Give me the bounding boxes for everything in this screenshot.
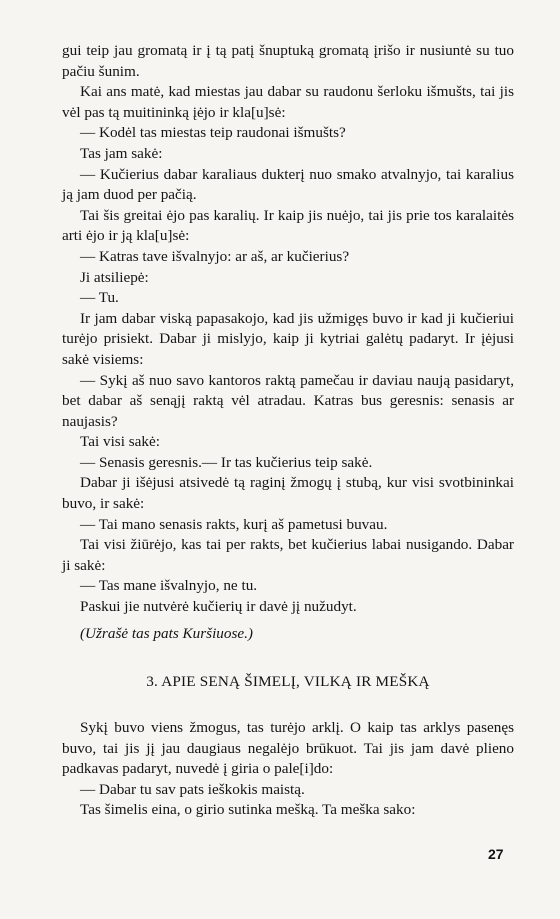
paragraph: Tas šimelis eina, o girio sutinka mešką. Ta meška sako: bbox=[80, 801, 416, 819]
dialogue-line: — Dabar tu sav pats ieškokis maistą. bbox=[80, 780, 305, 798]
paragraph: Tas jam sakė: bbox=[80, 144, 163, 162]
dialogue-line: — Tu. bbox=[80, 289, 119, 307]
source-note: (Užrašė tas pats Kuršiuose.) bbox=[80, 624, 253, 642]
paragraph: Tai šis greitai ėjo pas karalių. Ir kaip jis nuėjo, tai jis prie tos karalaitės arti ėjo ir ją kla[u]sė: bbox=[62, 206, 514, 245]
dialogue-line: — Senasis geresnis.— Ir tas kučierius teip sakė. bbox=[80, 453, 373, 471]
paragraph: gui teip jau gromatą ir į tą patį šnuptuką gromatą įrišo ir nusiuntė su tuo pačiu šunim. bbox=[62, 42, 514, 80]
paragraph: Dabar ji išėjusi atsivedė tą raginį žmogų į stubą, kur visi svotbininkai buvo, ir sakė: bbox=[62, 474, 514, 513]
dialogue-line: — Kučierius dabar karaliaus dukterį nuo smako atvalnyjo, tai karalius ją jam duod per pačią. bbox=[62, 165, 514, 204]
dialogue-line: — Kodėl tas miestas teip raudonai išmušts? bbox=[80, 124, 346, 142]
paragraph: Paskui jie nutvėrė kučierių ir davė jį nužudyt. bbox=[80, 598, 357, 616]
paragraph: Tai visi žiūrėjo, kas tai per rakts, bet kučierius labai nusigando. Dabar ji sakė: bbox=[62, 536, 514, 574]
story-text bbox=[62, 41, 514, 644]
paragraph: Ji atsiliepė: bbox=[80, 268, 149, 286]
dialogue-line: — Katras tave išvalnyjo: ar aš, ar kučierius? bbox=[80, 247, 350, 265]
dialogue-line: — Tai mano senasis rakts, kurį aš pametusi buvau. bbox=[80, 515, 388, 533]
paragraph: Ir jam dabar viską papasakojo, kad jis užmigęs buvo ir kad ji kučieriui turėjo prisiekt. Dabar ji mislyjo, kaip ji kytriai galėtų padaryt. Ir įėjusi sakė visiems: bbox=[62, 309, 514, 368]
chapter-title: 3. APIE SENĄ ŠIMELĮ, VILKĄ IR MEŠKĄ bbox=[146, 673, 430, 690]
page-number: 27 bbox=[488, 846, 504, 862]
paragraph: Kai ans matė, kad miestas jau dabar su raudonu šerloku išmušts, tai jis vėl pas tą muitininką įėjo ir kla[u]sė: bbox=[62, 83, 514, 121]
paragraph: Tai visi sakė: bbox=[80, 433, 160, 451]
dialogue-line: — Tas mane išvalnyjo, ne tu. bbox=[80, 577, 258, 595]
chapter-text bbox=[62, 718, 514, 821]
dialogue-line: — Sykį aš nuo savo kantoros raktą pamečau ir daviau naują pasidaryt, bet dabar aš senąjį raktą vėl atradau. Katras bus geresnis: senasis ar naujasis? bbox=[62, 371, 514, 430]
paragraph: Sykį buvo viens žmogus, tas turėjo arklį. O kaip tas arklys pasenęs buvo, tai jis jį jau daugiaus negalėjo brūkuot. Tai jis jam davė plieno padkavas padaryt, nuvedė į giria o pale[i]do: bbox=[62, 719, 514, 778]
